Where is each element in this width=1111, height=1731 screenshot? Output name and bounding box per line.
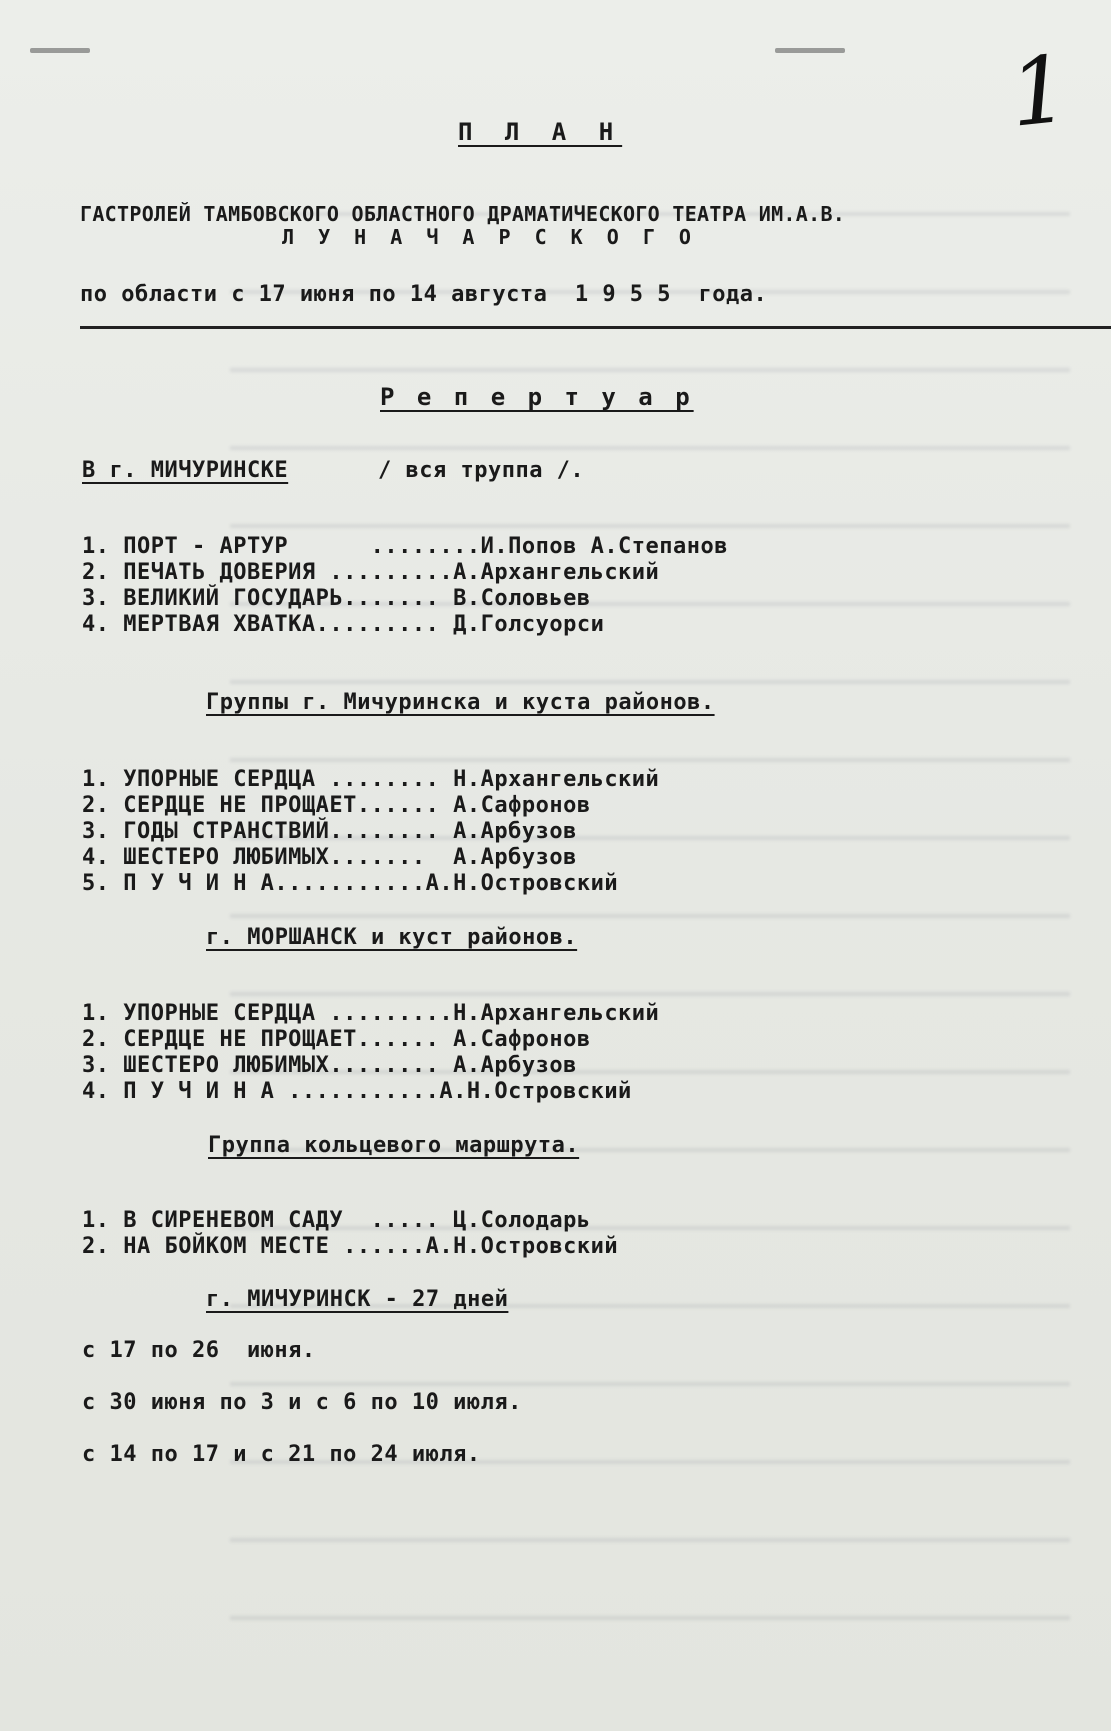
header-divider — [80, 326, 1111, 329]
list-item: 4. ШЕСТЕРО ЛЮБИМЫХ....... А.Арбузов — [82, 845, 577, 870]
group-heading-ring-route: Группа кольцевого маршрута. — [208, 1133, 580, 1158]
list-item: 2. СЕРДЦЕ НЕ ПРОЩАЕТ...... А.Сафронов — [82, 793, 591, 818]
schedule-line: с 17 по 26 июня. — [82, 1338, 316, 1363]
binding-mark-left — [30, 48, 90, 53]
subtitle-line-1: ГАСТРОЛЕЙ ТАМБОВСКОГО ОБЛАСТНОГО ДРАМАТИЧЕСКОГО ТЕАТРА ИМ.А.В. — [80, 202, 846, 226]
document-title: П Л А Н — [458, 118, 623, 146]
group-heading-michurinsk: Группы г. Мичуринска и куста районов. — [206, 690, 715, 715]
group-heading-morshansk: г. МОРШАНСК и куст районов. — [206, 925, 578, 950]
list-item: 1. УПОРНЫЕ СЕРДЦА .........Н.Архангельский — [82, 1001, 660, 1026]
michurinsk-note: / вся труппа /. — [378, 458, 585, 483]
list-item: 3. ВЕЛИКИЙ ГОСУДАРЬ....... В.Соловьев — [82, 586, 591, 611]
list-item: 3. ШЕСТЕРО ЛЮБИМЫХ........ А.Арбузов — [82, 1053, 577, 1078]
list-item: 1. ПОРТ - АРТУР ........И.Попов А.Степанов — [82, 534, 729, 559]
handwritten-page-number: 1 — [1004, 35, 1074, 148]
list-item: 2. СЕРДЦЕ НЕ ПРОЩАЕТ...... А.Сафронов — [82, 1027, 591, 1052]
list-item: 4. П У Ч И Н А ...........А.Н.Островский — [82, 1079, 632, 1104]
list-item: 2. ПЕЧАТЬ ДОВЕРИЯ .........А.Архангельский — [82, 560, 660, 585]
michurinsk-label: В г. МИЧУРИНСКЕ — [82, 458, 289, 483]
tour-period: по области с 17 июня по 14 августа 1 9 5 5 года. — [80, 282, 768, 307]
binding-mark-right — [775, 48, 845, 53]
list-item: 4. МЕРТВАЯ ХВАТКА......... Д.Голсуорси — [82, 612, 605, 637]
schedule-line: с 14 по 17 и с 21 по 24 июля. — [82, 1442, 481, 1467]
list-item: 1. В СИРЕНЕВОМ САДУ ..... Ц.Солодарь — [82, 1208, 591, 1233]
list-item: 1. УПОРНЫЕ СЕРДЦА ........ Н.Архангельский — [82, 767, 660, 792]
repertoire-heading: Р е п е р т у а р — [380, 383, 694, 411]
schedule-line: с 30 июня по 3 и с 6 по 10 июля. — [82, 1390, 522, 1415]
schedule-heading: г. МИЧУРИНСК - 27 дней — [206, 1287, 509, 1312]
list-item: 3. ГОДЫ СТРАНСТВИЙ........ А.Арбузов — [82, 819, 577, 844]
subtitle-line-2: Л У Н А Ч А Р С К О Г О — [282, 225, 697, 249]
list-item: 2. НА БОЙКОМ МЕСТЕ ......А.Н.Островский — [82, 1234, 619, 1259]
list-item: 5. П У Ч И Н А...........А.Н.Островский — [82, 871, 619, 896]
